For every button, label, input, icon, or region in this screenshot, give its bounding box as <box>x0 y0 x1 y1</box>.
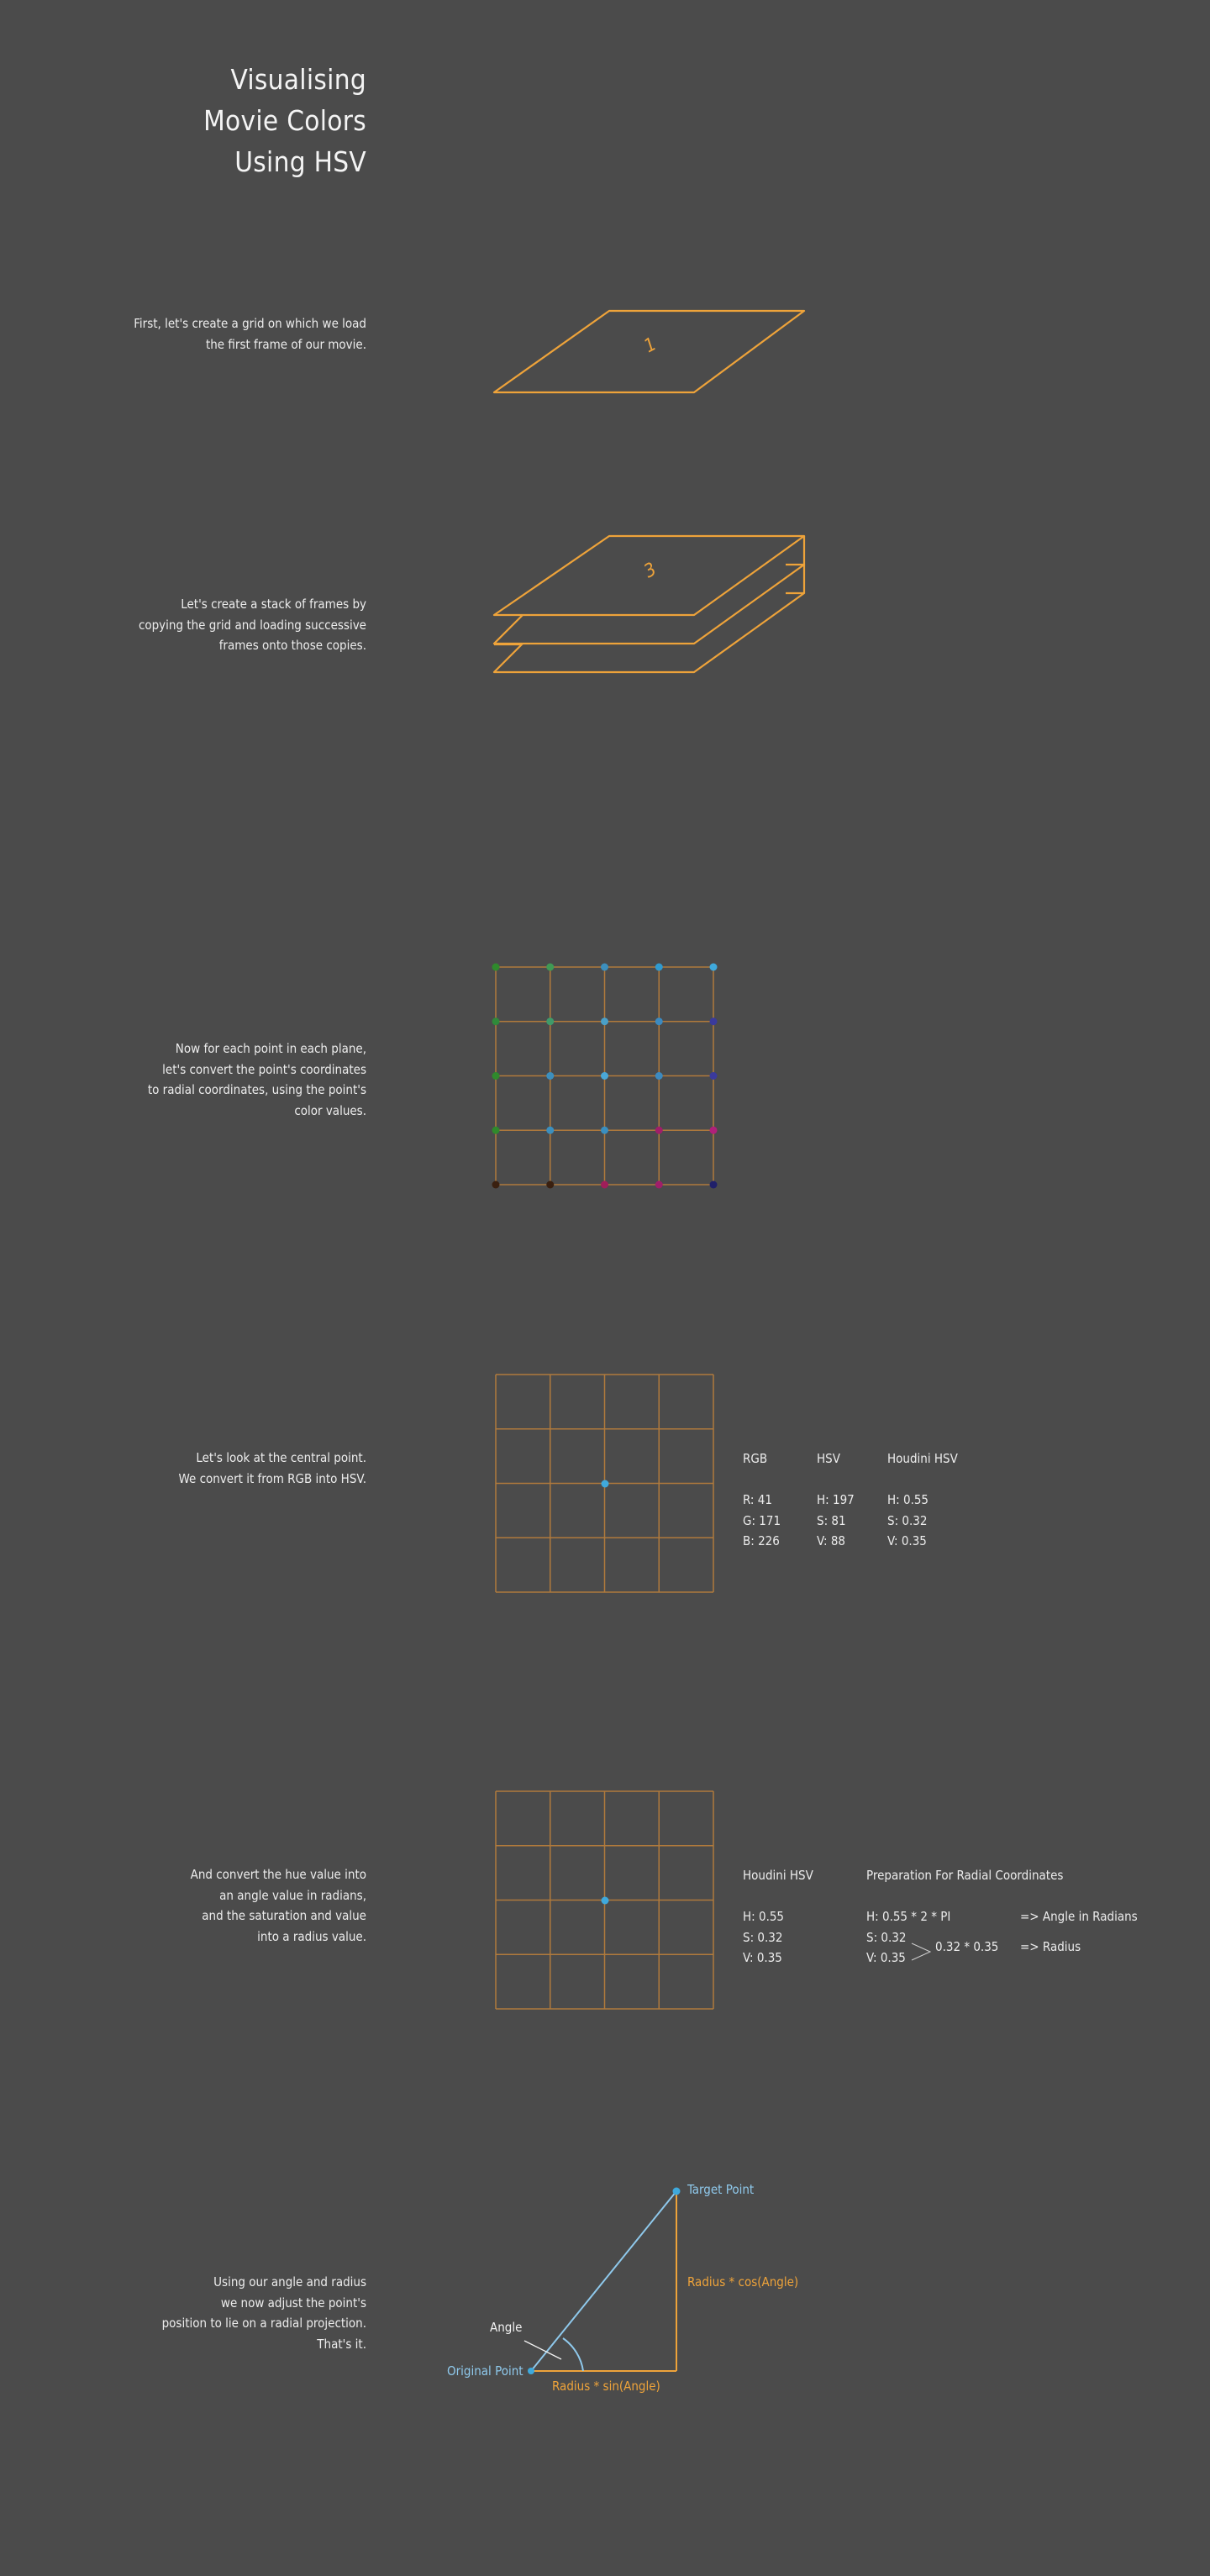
hsv-header: HSV <box>817 1451 840 1466</box>
grid-point <box>655 1181 663 1189</box>
grid-point <box>492 964 500 971</box>
grid-point <box>546 1017 554 1025</box>
step1-line: the first frame of our movie. <box>205 336 366 352</box>
grid-point <box>492 1017 500 1025</box>
cos-label: Radius * cos(Angle) <box>687 2274 799 2289</box>
step4-description <box>64 1448 366 1489</box>
step2-description <box>64 594 366 656</box>
grid-point <box>546 1127 554 1134</box>
grid-point <box>655 1127 663 1134</box>
result-radius: => Radius <box>1020 1939 1081 1954</box>
step5-line: And convert the hue value into <box>190 1867 366 1882</box>
grid-point <box>601 1017 608 1025</box>
grid-point <box>655 1072 663 1080</box>
central-point <box>602 1480 609 1488</box>
step2-line: Let's create a stack of frames by <box>181 597 366 612</box>
grid-point <box>492 1127 500 1134</box>
hsv-value: V: 88 <box>817 1533 846 1548</box>
houdini-hsv-column <box>887 1448 958 1552</box>
step5-line: into a radius value. <box>257 1928 366 1944</box>
title-line: Movie Colors <box>203 104 366 137</box>
title-line: Visualising <box>230 63 366 96</box>
prep-product: 0.32 * 0.35 <box>935 1939 999 1954</box>
prep-value: V: 0.35 <box>866 1950 906 1965</box>
step2-line: copying the grid and loading successive <box>138 617 366 633</box>
step1-frame-number: 1 <box>640 334 660 358</box>
grid-point <box>492 1072 500 1080</box>
target-point-label: Target Point <box>687 2182 755 2197</box>
hypotenuse-line <box>531 2191 676 2371</box>
step5-line: an angle value in radians, <box>219 1887 366 1903</box>
title-line: Using HSV <box>234 145 366 178</box>
result-angle: => Angle in Radians <box>1020 1909 1138 1924</box>
frame-plane-bottom <box>494 593 804 672</box>
step3-line: color values. <box>294 1102 366 1118</box>
grid-point <box>601 1127 608 1134</box>
houdini-value: S: 0.32 <box>887 1512 928 1528</box>
original-point-label: Original Point <box>447 2363 523 2379</box>
grid-point <box>546 1181 554 1189</box>
step2-line: frames onto those copies. <box>218 638 366 653</box>
original-point <box>528 2368 534 2374</box>
target-point <box>673 2188 681 2195</box>
grid-point <box>492 1181 500 1189</box>
grid-point <box>710 1017 718 1025</box>
step3-line: let's convert the point's coordinates <box>162 1061 366 1077</box>
step6-line: we now adjust the point's <box>220 2295 366 2311</box>
grid-point <box>655 964 663 971</box>
houdini-value: S: 0.32 <box>743 1929 783 1945</box>
step2-frame-number: 3 <box>640 559 660 583</box>
step6-line: position to lie on a radial projection. <box>161 2316 366 2331</box>
houdini-hsv-column <box>743 1865 813 1969</box>
step6-description <box>64 2272 366 2354</box>
sin-label: Radius * sin(Angle) <box>552 2379 660 2394</box>
grid-point <box>601 964 608 971</box>
step5-description <box>64 1864 366 1947</box>
step4-line: Let's look at the central point. <box>196 1450 366 1465</box>
grid-point <box>546 964 554 971</box>
rgb-column <box>743 1448 781 1552</box>
step6-line: Using our angle and radius <box>213 2274 366 2289</box>
rgb-value: B: 226 <box>743 1533 780 1548</box>
step6-triangle <box>524 2188 681 2375</box>
central-point <box>602 1897 609 1905</box>
houdini-value: H: 0.55 <box>887 1492 929 1507</box>
step4-line: We convert it from RGB into HSV. <box>178 1470 366 1486</box>
step5-line: and the saturation and value <box>202 1908 366 1923</box>
angle-label: Angle <box>490 2320 523 2335</box>
grid-point <box>601 1072 608 1080</box>
step6-line: That's it. <box>317 2336 366 2352</box>
rgb-header: RGB <box>743 1451 768 1466</box>
grid-point <box>655 1017 663 1025</box>
step3-description <box>64 1038 366 1121</box>
houdini-header: Houdini HSV <box>743 1868 813 1883</box>
step3-line: to radial coordinates, using the point's <box>147 1082 366 1097</box>
grid-point <box>601 1181 608 1189</box>
grid-point <box>710 1181 718 1189</box>
grid-point <box>710 964 718 971</box>
rgb-value: G: 171 <box>743 1512 781 1528</box>
grid-point <box>546 1072 554 1080</box>
step3-line: Now for each point in each plane, <box>175 1041 366 1056</box>
angle-arc <box>563 2338 583 2371</box>
houdini-value: V: 0.35 <box>743 1950 782 1965</box>
step1-line: First, let's create a grid on which we load <box>134 316 366 331</box>
step2-frame-stack <box>494 536 804 672</box>
grid-point <box>710 1127 718 1134</box>
grid-point <box>710 1072 718 1080</box>
prep-hue: H: 0.55 * 2 * PI <box>866 1909 951 1924</box>
prep-saturation: S: 0.32 <box>866 1929 907 1945</box>
hsv-value: S: 81 <box>817 1512 846 1528</box>
houdini-header: Houdini HSV <box>887 1451 958 1466</box>
prep-header: Preparation For Radial Coordinates <box>866 1868 1064 1883</box>
hsv-column <box>817 1448 855 1552</box>
rgb-value: R: 41 <box>743 1492 772 1507</box>
houdini-value: H: 0.55 <box>743 1909 785 1924</box>
houdini-value: V: 0.35 <box>887 1533 927 1548</box>
hsv-value: H: 197 <box>817 1492 855 1507</box>
